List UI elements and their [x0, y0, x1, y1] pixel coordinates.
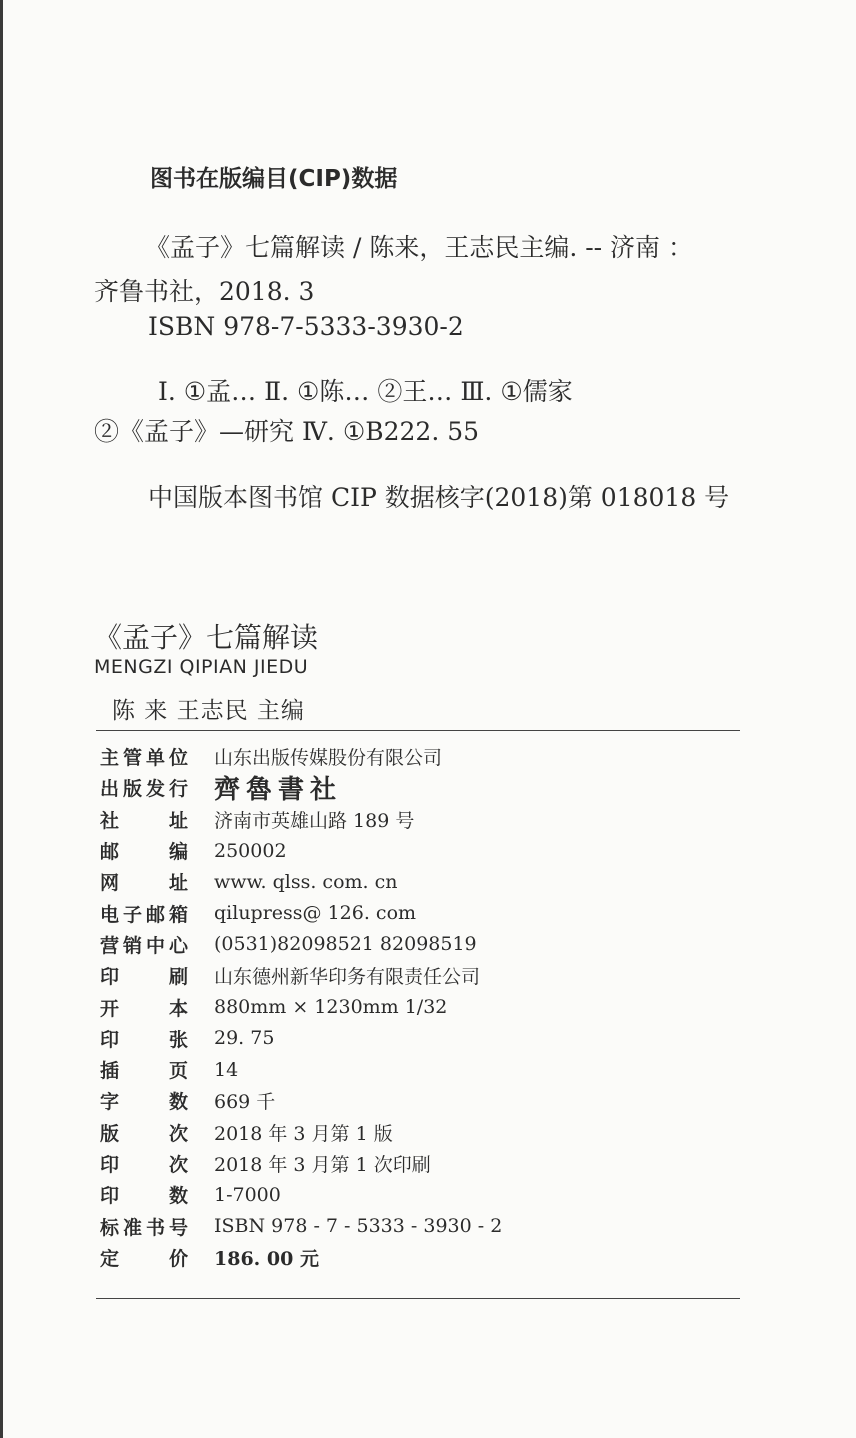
page-edge-line [0, 0, 3, 1438]
imprint-value: 山东出版传媒股份有限公司 [214, 747, 443, 770]
imprint-row [100, 1179, 740, 1210]
imprint-value: ISBN 978 - 7 - 5333 - 3930 - 2 [214, 1215, 503, 1238]
imprint-row [100, 772, 740, 806]
imprint-label: 印 次 [100, 1154, 188, 1176]
imprint-value: 250002 [214, 839, 287, 862]
cip-line: 中国版本图书馆 CIP 数据核字(2018)第 018018 号 [148, 483, 730, 512]
cip-line: 《孟子》七篇解读 / 陈来，王志民主编. -- 济南 ： [145, 233, 693, 262]
imprint-label: 邮 编 [100, 841, 188, 864]
imprint-table [100, 741, 740, 1273]
imprint-row [100, 1117, 740, 1148]
imprint-label: 版 次 [100, 1122, 188, 1145]
imprint-row [100, 991, 740, 1022]
imprint-value: 济南市英雄山路 189 号 [214, 809, 415, 832]
imprint-label: 营 销 中 心 [100, 934, 188, 957]
imprint-value: www. qlss. com. cn [214, 870, 398, 893]
cip-heading: 图书在版编目(CIP)数据 [150, 166, 398, 192]
imprint-label: 印 数 [100, 1185, 188, 1208]
book-authors: 陈 来 王志民 主编 [112, 698, 305, 724]
divider-bottom [96, 1298, 740, 1299]
imprint-row [100, 741, 740, 772]
cip-line: ②《孟子》—研究 Ⅳ. ①B222. 55 [94, 417, 480, 446]
imprint-row [100, 835, 740, 866]
imprint-row [100, 1085, 740, 1116]
imprint-row [100, 804, 740, 835]
imprint-row [100, 1023, 740, 1054]
imprint-row [100, 929, 740, 960]
imprint-label: 网 址 [100, 872, 188, 895]
imprint-value: 山东德州新华印务有限责任公司 [214, 966, 481, 989]
imprint-value: 14 [214, 1058, 239, 1081]
imprint-row [100, 1054, 740, 1085]
imprint-label: 字 数 [100, 1091, 188, 1114]
imprint-label: 开 本 [100, 997, 188, 1020]
publisher-logo-text: 齊魯書社 [214, 775, 343, 806]
cip-line: ISBN 978-7-5333-3930-2 [148, 312, 464, 341]
imprint-label: 定 价 [100, 1247, 188, 1270]
imprint-row [100, 1242, 740, 1273]
imprint-value: 880mm × 1230mm 1/32 [214, 996, 448, 1019]
imprint-label: 电 子 邮 箱 [100, 903, 188, 926]
cip-line: 齐鲁书社，2018. 3 [94, 277, 315, 306]
imprint-row [100, 960, 740, 991]
imprint-value: 669 千 [214, 1091, 276, 1114]
imprint-row [100, 1148, 740, 1179]
imprint-row [100, 897, 740, 928]
imprint-value: 2018 年 3 月第 1 版 [214, 1122, 393, 1145]
cip-line: Ⅰ. ①孟… Ⅱ. ①陈… ②王… Ⅲ. ①儒家 [158, 377, 573, 406]
imprint-row [100, 1210, 740, 1241]
imprint-row [100, 866, 740, 897]
imprint-value: 1-7000 [214, 1183, 281, 1206]
imprint-value: 2018 年 3 月第 1 次印刷 [214, 1154, 431, 1176]
imprint-value: qilupress@ 126. com [214, 902, 417, 925]
imprint-label: 插 页 [100, 1060, 188, 1083]
book-title: 《孟子》七篇解读 [94, 621, 319, 654]
imprint-value: 186. 00 元 [214, 1247, 319, 1270]
imprint-value: (0531)82098521 82098519 [214, 933, 477, 956]
divider-top [96, 730, 740, 731]
book-pinyin-title: MENGZI QIPIAN JIEDU [94, 656, 309, 678]
imprint-label: 社 址 [100, 809, 188, 832]
imprint-label: 主 管 单 位 [100, 747, 188, 770]
imprint-value: 29. 75 [214, 1027, 275, 1050]
imprint-label: 出 版 发 行 [100, 778, 188, 801]
imprint-label: 印 张 [100, 1028, 188, 1051]
imprint-label: 标 准 书 号 [100, 1216, 188, 1239]
imprint-label: 印 刷 [100, 966, 188, 989]
